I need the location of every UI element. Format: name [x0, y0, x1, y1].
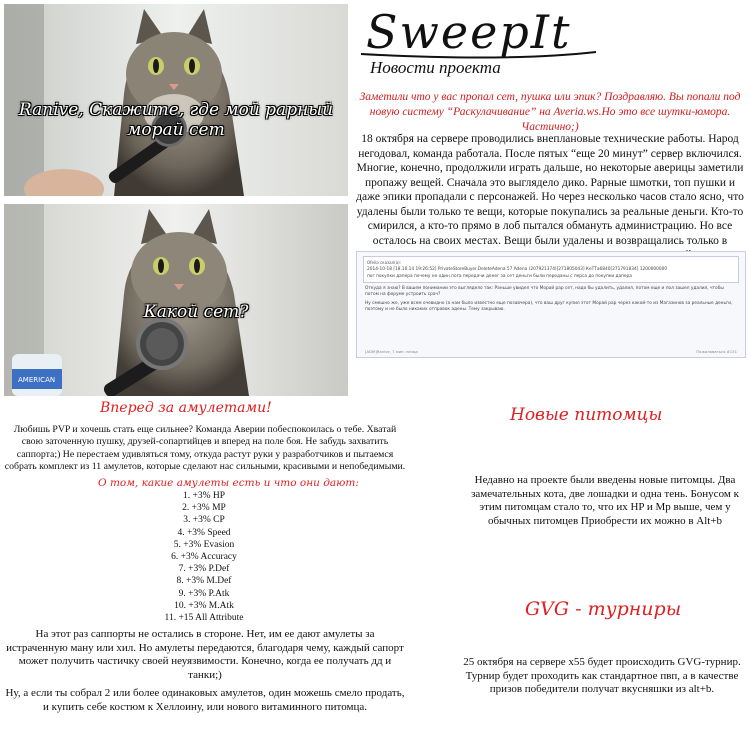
svg-text:AMERICAN: AMERICAN: [18, 376, 56, 384]
pets-heading: Новые питомцы: [510, 405, 663, 425]
forum-post-screenshot: [356, 251, 746, 358]
list-item: 9. +3% P.Atk: [178, 588, 230, 599]
pets-text: Недавно на проекте были введены новые питомцы. Два замечательных кота, две лошадки и одна тень. Бонусом к этим питомцам стало то, что их HP и Mp выше, чем у обычных питомцев Приобрести их можно в Alt+b: [471, 474, 739, 527]
forum-paragraph: Откуда я знаю? В вашем понимании это выглядело так: Раньше увидел что Морай рар сет, надо бы удалить, удалил, потом еще и пол зашел удалил, чтобы потом на форуме устроить срач?: [365, 286, 724, 297]
amulet-list: [4, 490, 404, 624]
list-item: 10. +3% M.Atk: [174, 600, 234, 611]
list-item: 7. +3% P.Def: [178, 564, 230, 575]
forum-paragraph: Ну смешно же, уже всем очевидно (а нам было известно еще позавчера), что ваш друг купил этот Морай рар через какой-то из Магазинов за реальные деньги, поэтому и не было никаких отправок адены. Тему закрываю.: [365, 301, 733, 312]
forum-footer: [365, 349, 737, 354]
intro-body: 18 октября на сервере проводились внеплановые технические работы. Народ негодовал, команда работала. После пятых “еще 20 минут” сервер включился. Многие, конечно, продолжили играть дальше, но некоторые аверицы заметили пропажу вещей. Сначала это выглядело дико. Рарные шмотки, топ пушки и даже эпики пропадали с персонажей. Но через несколько часов стало ясно, что удалены были только те вещи, которые покупались за реальные деньги. Кто-то смирился, а кто-то прямо в лоб пытался обмануть администрацию. Но все осталось на своих местах. Вещи были удалены и возвращались только в: [356, 133, 744, 247]
sweepit-logo-mark: [356, 2, 746, 62]
cat-photo-bottom: [4, 204, 348, 396]
list-item: 1. +3% HP: [182, 491, 226, 501]
cat-with-microphone-image-2: [4, 204, 348, 396]
list-item: 3. +3% CP: [183, 515, 225, 526]
page-subtitle: Новости проекта: [370, 58, 501, 77]
intro-highlight: Заметили что у вас пропал сет, пушка или эпик? Поздравляю. Вы попали под новую систему “Раскулачивание” на Averia.ws.Но это все шутки-юмора. Частично;): [359, 91, 741, 133]
logo-text: SweepIt: [366, 5, 572, 59]
list-item: 11. +15 All Attribute: [164, 613, 244, 624]
forum-quote-line: 2014-10-18 [18.10.14 19:26:52] PrivateStoreBuyer.DeleteAdena 57 Adena (207921374)[271805043] КеТТа6840[271791834] 1200000000: [367, 267, 668, 272]
cat-photo-top: [4, 4, 348, 196]
amulets-outro-sell: Ну, а если ты собрал 2 или более одинаковых амулетов, один можешь смело продать, и купить себе костюм к Хеллоину, или нового витаминного питомца.: [5, 687, 405, 713]
list-item: 8. +3% M.Def: [176, 576, 232, 587]
photo-caption-bottom: Какой сет?: [143, 302, 249, 322]
photo-caption-top: Ranive, Скажите, где мой рарный морай сет: [18, 100, 334, 140]
forum-actions: Пожаловаться #131: [696, 349, 737, 354]
amulets-heading: Вперед за амулетами!: [100, 400, 272, 416]
forum-quote: [363, 256, 739, 283]
list-item: 4. +3% Speed: [177, 527, 231, 538]
amulets-text: Любишь PVP и хочешь стать еще сильнее? Команда Аверии побеспокоилась о тебе. Хватай свою заточенную пушку, друзей-сопартийцев и вперед на поле боя. Не забудь захватить саппорта;) Не перестаем удивляться тому, откуда растут руки у разработчиков и пытаемся собрать комплект из 11 амулетов, которые сделают нас сильными, красивыми и непобедимыми.: [4, 424, 406, 472]
amulets-outro-supports: На этот раз саппорты не остались в стороне. Нет, им ее дают амулеты за истраченную ману или хил. Но амулеты передаются, благодаря чему, каждый сапорт может получить частичку своей неуязвимости. Конечно, когда ее получать дд и танки;): [6, 628, 404, 681]
gvg-text: 25 октября на сервере x55 будет происходить GVG-турнир. Турнир будет проходить как стандартное пвп, а в качестве призов победители получат вкусняшки из alt+b.: [463, 656, 741, 695]
list-item: 6. +3% Accuracy: [171, 552, 237, 563]
amulets-list-heading: О том, какие амулеты есть и что они дают:: [98, 477, 359, 489]
forum-author: [ADM]Ranive, 7 мин. назад: [365, 349, 418, 354]
forum-quote-header: Ofelia сказал(а):: [367, 260, 402, 265]
list-item: 5. +3% Evasion: [173, 539, 235, 550]
list-item: 2. +3% MP: [182, 503, 226, 514]
forum-quote-line: пог покупки дапера почему не один пога передачи денег за сет деньги были переданы с перса до покупки дапера: [367, 274, 632, 279]
gvg-heading: GVG - турниры: [525, 598, 682, 620]
